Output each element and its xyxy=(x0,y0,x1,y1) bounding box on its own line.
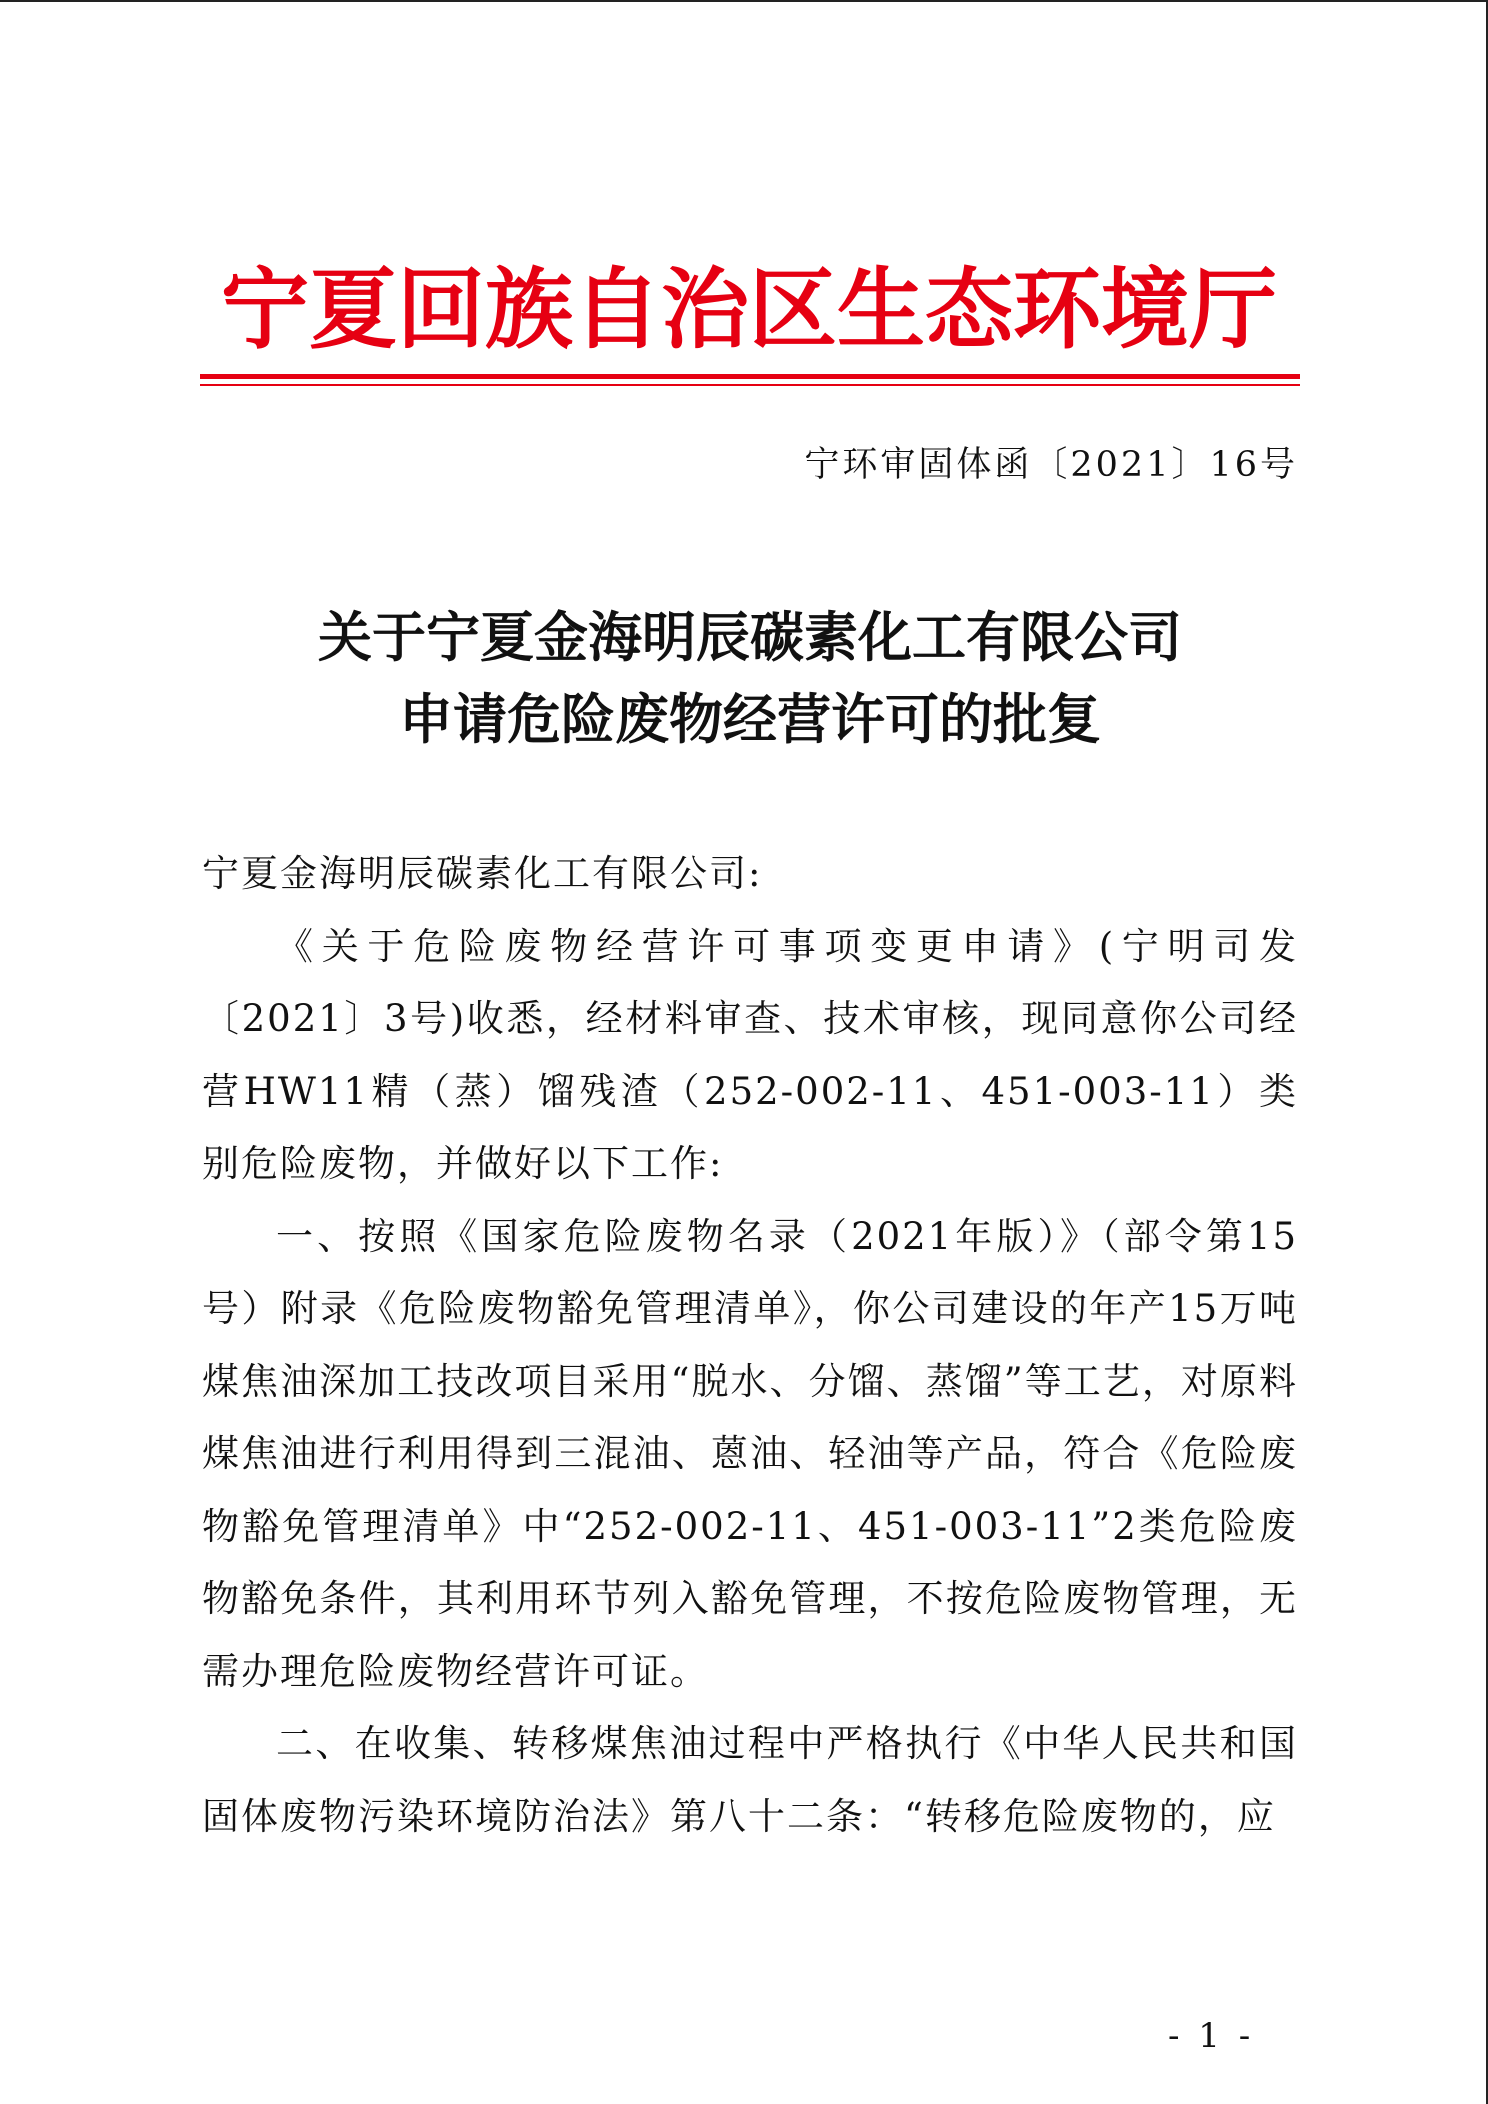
body-paragraph-3: 二、在收集、转移煤焦油过程中严格执行《中华人民共和国固体废物污染环境防治法》第八十二条：“转移危险废物的，应 xyxy=(202,1722,1298,1838)
masthead-red-rule xyxy=(200,374,1300,379)
title-line-1: 关于宁夏金海明辰碳素化工有限公司 xyxy=(318,605,1182,669)
page-number: - 1 - xyxy=(1168,2016,1255,2056)
body-paragraph-1: 《关于危险废物经营许可事项变更申请》(宁明司发〔2021〕3号)收悉，经材料审查、技术审核，现同意你公司经营HW11精（蒸）馏残渣（252-002-11、451-003-11）类别危险废物，并做好以下工作: xyxy=(202,924,1298,1185)
body-paragraph-2: 一、按照《国家危险废物名录（2021年版）》（部令第15号）附录《危险废物豁免管理清单》，你公司建设的年产15万吨煤焦油深加工技改项目采用“脱水、分馏、蒸馏”等工艺，对原料煤焦油进行利用得到三混油、蒽油、轻油等产品，符合《危险废物豁免管理清单》中“252-002-11、451-003-11”2类危险废物豁免条件，其利用环节列入豁免管理，不按危险废物管理，无需办理危险废物经营许可证。 xyxy=(202,1214,1298,1693)
title-line-2: 申请危险废物经营许可的批复 xyxy=(399,687,1101,751)
page-border-top xyxy=(0,0,1488,2)
document-body xyxy=(202,838,1298,1853)
masthead-red-rule-thin xyxy=(200,384,1300,386)
masthead-title: 宁夏回族自治区生态环境厅 xyxy=(220,257,1277,361)
salutation: 宁夏金海明辰碳素化工有限公司: xyxy=(202,852,763,895)
document-title xyxy=(200,596,1300,760)
document-number: 宁环审固体函〔2021〕16号 xyxy=(804,445,1298,485)
